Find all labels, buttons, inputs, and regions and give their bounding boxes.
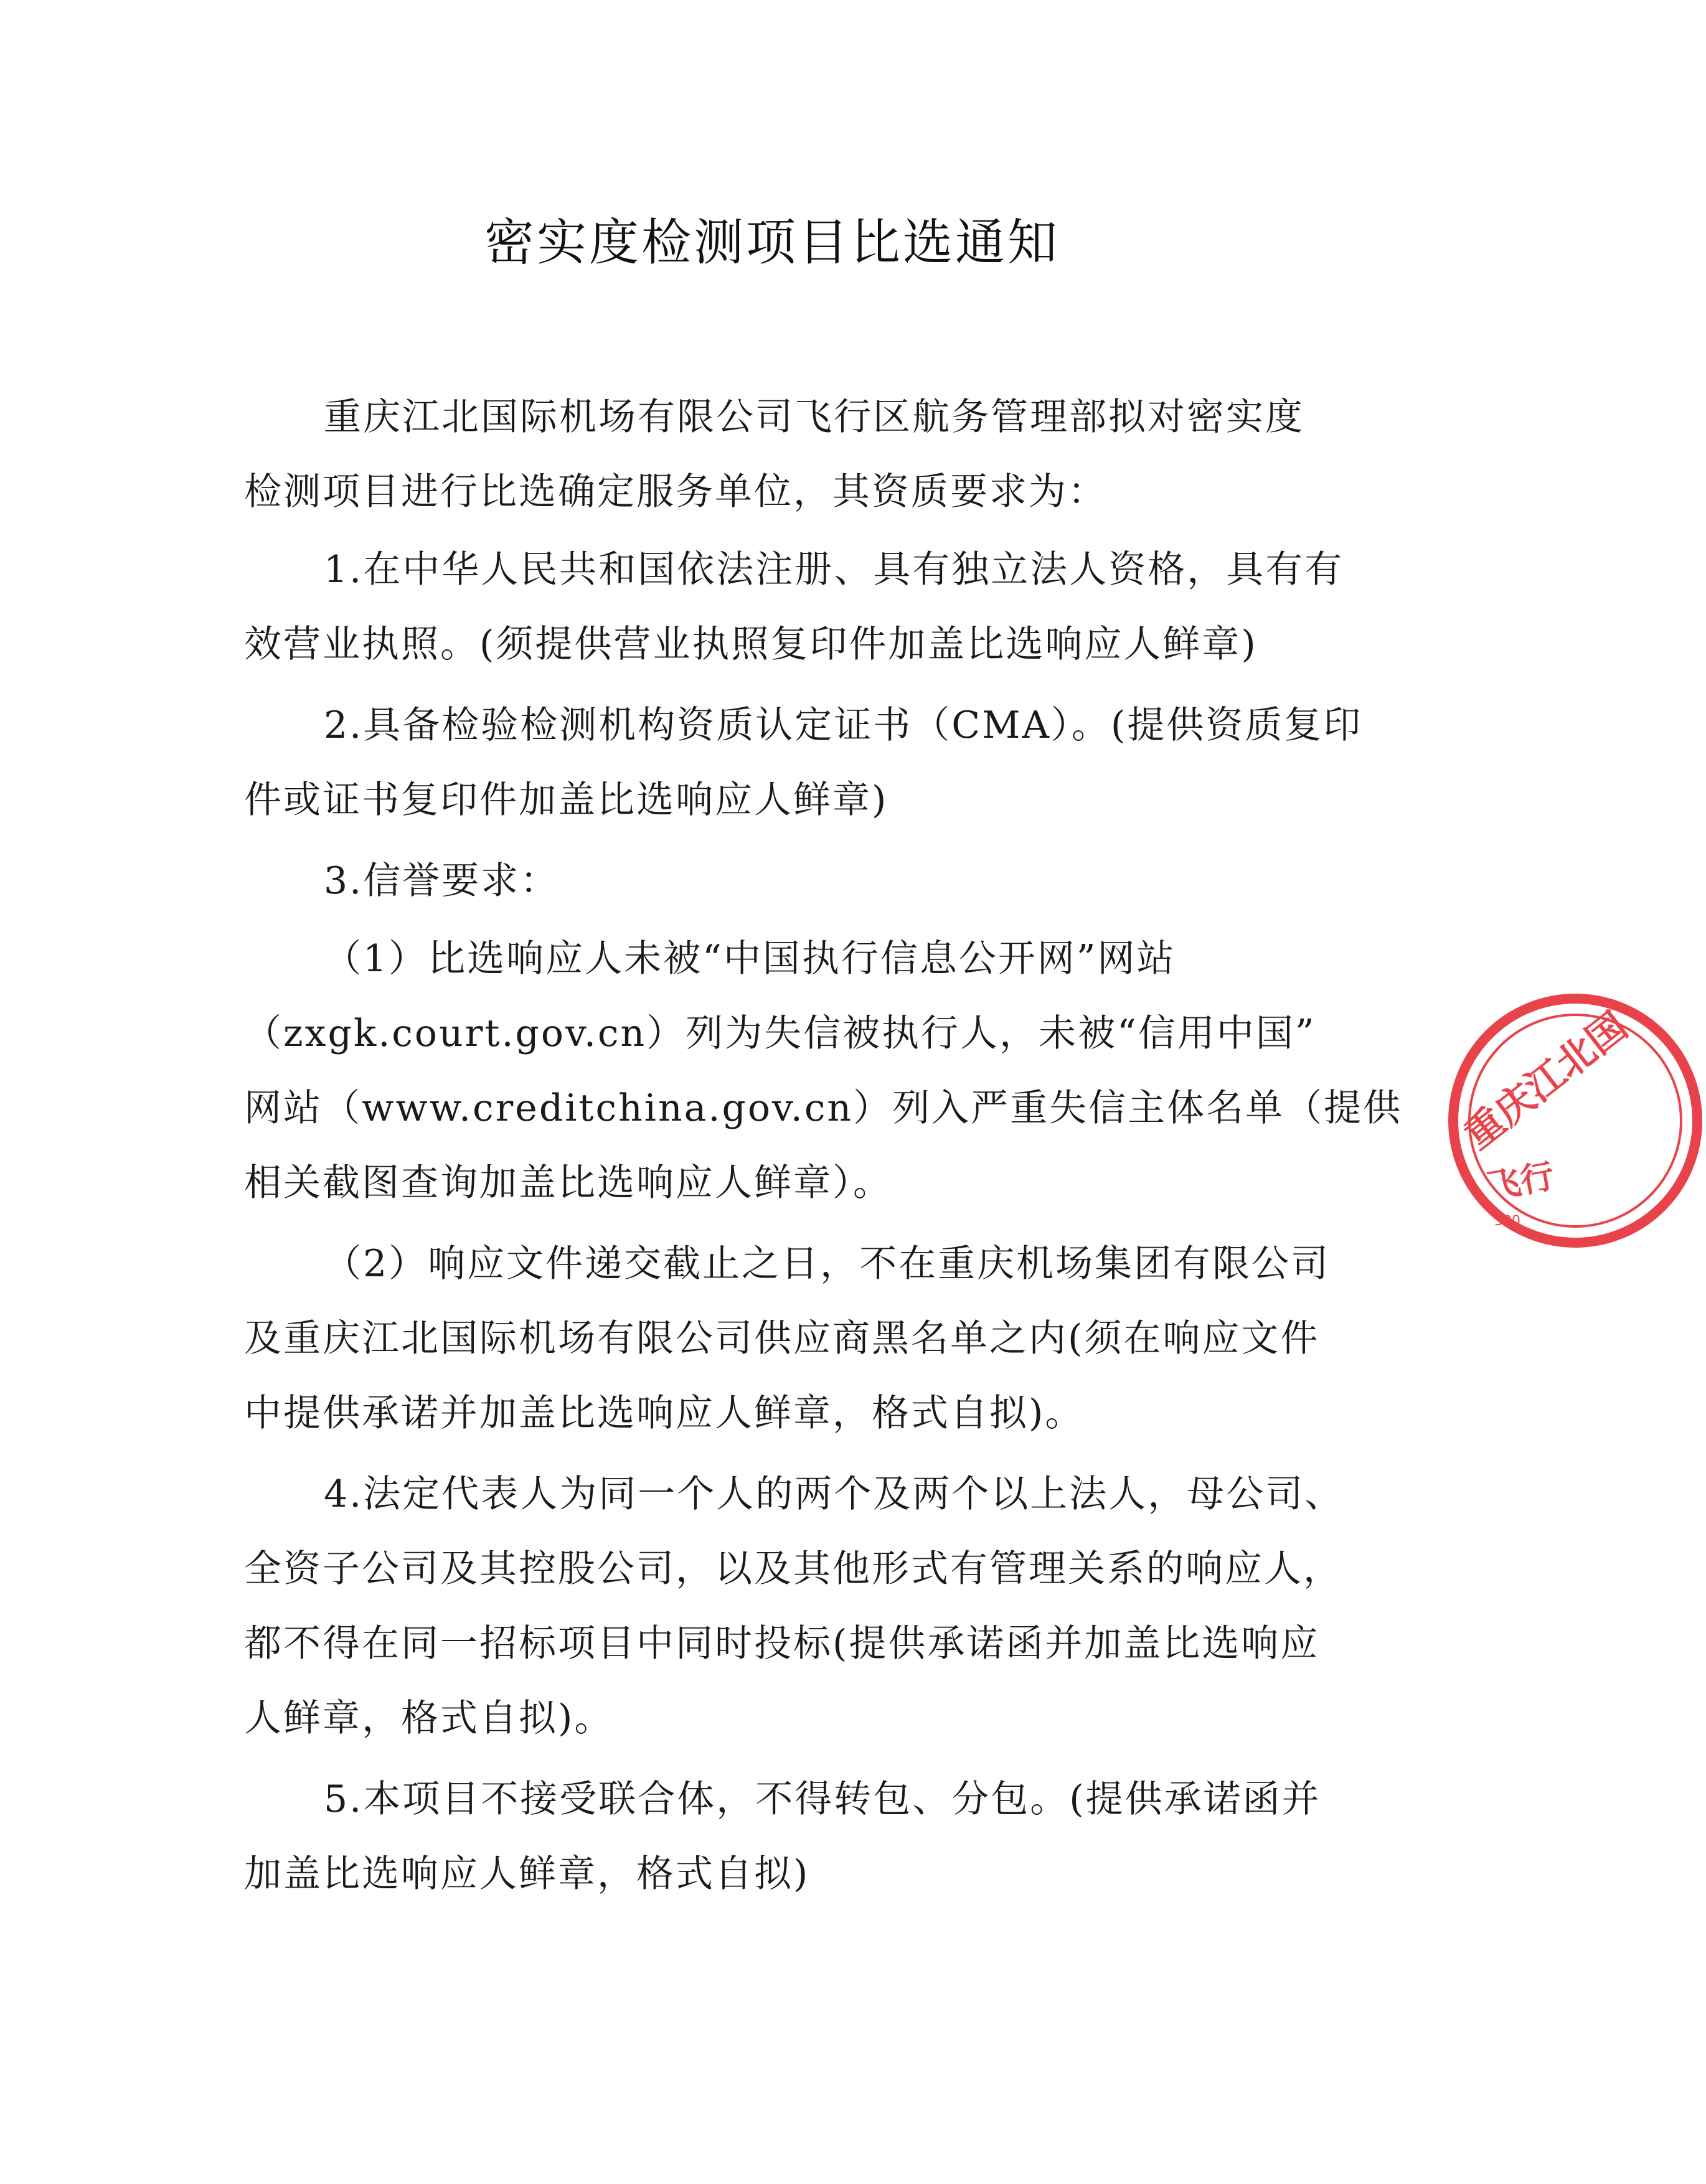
paragraph-line: （1）比选响应人未被“中国执行信息公开网”网站 — [324, 937, 1176, 981]
seal-text-small: 500 — [1494, 1213, 1520, 1229]
company-seal — [1444, 990, 1706, 1251]
paragraph-line: 全资子公司及其控股公司，以及其他形式有管理关系的响应人， — [244, 1547, 1342, 1591]
seal-text-sub: 飞行 — [1484, 1156, 1557, 1207]
paragraph-line: 相关截图查询加盖比选响应人鲜章）。 — [244, 1161, 892, 1205]
paragraph-line: 效营业执照。(须提供营业执照复印件加盖比选响应人鲜章) — [244, 623, 1258, 666]
paragraph-line: 2.具备检验检测机构资质认定证书（CMA）。(提供资质复印 — [324, 704, 1363, 747]
paragraph-line: 及重庆江北国际机场有限公司供应商黑名单之内(须在响应文件 — [244, 1317, 1320, 1360]
paragraph-line: 加盖比选响应人鲜章，格式自拟) — [244, 1852, 810, 1896]
page-title: 密实度检测项目比选通知 — [484, 214, 1060, 271]
paragraph-line: （zxgk.court.gov.cn）列为失信被执行人，未被“信用中国” — [244, 1012, 1316, 1055]
paragraph-line: 3.信誉要求： — [324, 859, 560, 903]
paragraph-line: 4.法定代表人为同一个人的两个及两个以上法人，母公司、 — [324, 1472, 1344, 1516]
paragraph-line: 检测项目进行比选确定服务单位，其资质要求为： — [244, 470, 1107, 514]
paragraph-line: 中提供承诺并加盖比选响应人鲜章，格式自拟)。 — [244, 1391, 1085, 1435]
paragraph-line: 网站（www.creditchina.gov.cn）列入严重失信主体名单（提供 — [244, 1086, 1403, 1130]
seal-text-main: 重庆江北国 — [1456, 1003, 1636, 1158]
paragraph-line: 重庆江北国际机场有限公司飞行区航务管理部拟对密实度 — [324, 395, 1304, 439]
paragraph-line: （2）响应文件递交截止之日，不在重庆机场集团有限公司 — [324, 1242, 1331, 1286]
paragraph-line: 件或证书复印件加盖比选响应人鲜章) — [244, 778, 888, 822]
paragraph-line: 人鲜章，格式自拟)。 — [244, 1697, 614, 1740]
paragraph-line: 5.本项目不接受联合体，不得转包、分包。(提供承诺函并 — [324, 1777, 1321, 1821]
paragraph-line: 都不得在同一招标项目中同时投标(提供承诺函并加盖比选响应 — [244, 1622, 1320, 1665]
paragraph-line: 1.在中华人民共和国依法注册、具有独立法人资格，具有有 — [324, 548, 1344, 591]
